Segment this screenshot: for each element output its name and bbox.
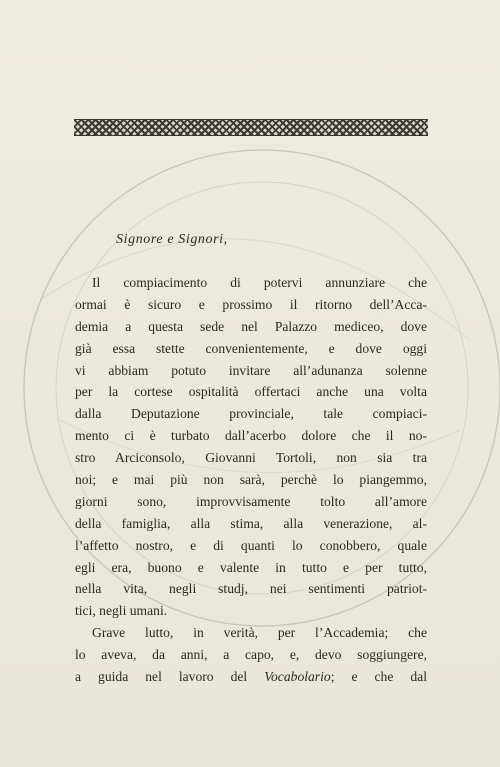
italic-title: Vocabolario <box>264 669 331 685</box>
text-line: dalla Deputazione provinciale, tale compiaci- <box>75 406 427 422</box>
text-line: tici, negli umani. <box>75 603 168 619</box>
text-line: giorni sono, improvvisamente tolto all’amore <box>75 493 427 509</box>
paragraph <box>75 622 427 688</box>
text-line: stro Arciconsolo, Giovanni Tortoli, non sia tra <box>75 450 427 466</box>
text-line: della famiglia, alla stima, alla venerazione, al- <box>75 515 427 531</box>
text-line <box>75 666 427 688</box>
text-line: Il compiacimento di potervi annunziare che <box>92 275 427 290</box>
salutation: Signore e Signori, <box>116 232 228 247</box>
text-line: per la cortese ospitalità offertaci anche una volta <box>75 384 427 400</box>
text-line: ormai è sicuro e prossimo il ritorno dell’Acca- <box>75 296 427 312</box>
text-line: egli era, buono e valente in tutto e per tutto, <box>75 559 427 575</box>
text-line: Grave lutto, in verità, per l’Accademia; che <box>92 625 427 641</box>
text-segment: ; e che dal <box>330 669 427 685</box>
text-segment: a guida nel lavoro del <box>75 669 265 685</box>
text-line: nella vita, negli studj, nei sentimenti patriot- <box>75 581 427 597</box>
text-line: lo aveva, da anni, a capo, e, devo soggiungere, <box>75 647 427 663</box>
body-text <box>75 272 427 688</box>
text-line: già essa stette convenientemente, e dove oggi <box>75 340 427 356</box>
text-line: demia a questa sede nel Palazzo mediceo, dove <box>75 318 427 334</box>
decorative-header-band <box>74 119 428 136</box>
text-line: vi abbiam potuto invitare all’adunanza solenne <box>75 362 427 378</box>
text-line: l’affetto nostro, e di quanti lo conobbero, quale <box>75 537 427 553</box>
text-line: mento ci è turbato dall’acerbo dolore che il no- <box>75 428 427 444</box>
paragraph <box>75 272 427 622</box>
text-line: noi; e mai più non sarà, perchè lo piangemmo, <box>75 472 427 488</box>
